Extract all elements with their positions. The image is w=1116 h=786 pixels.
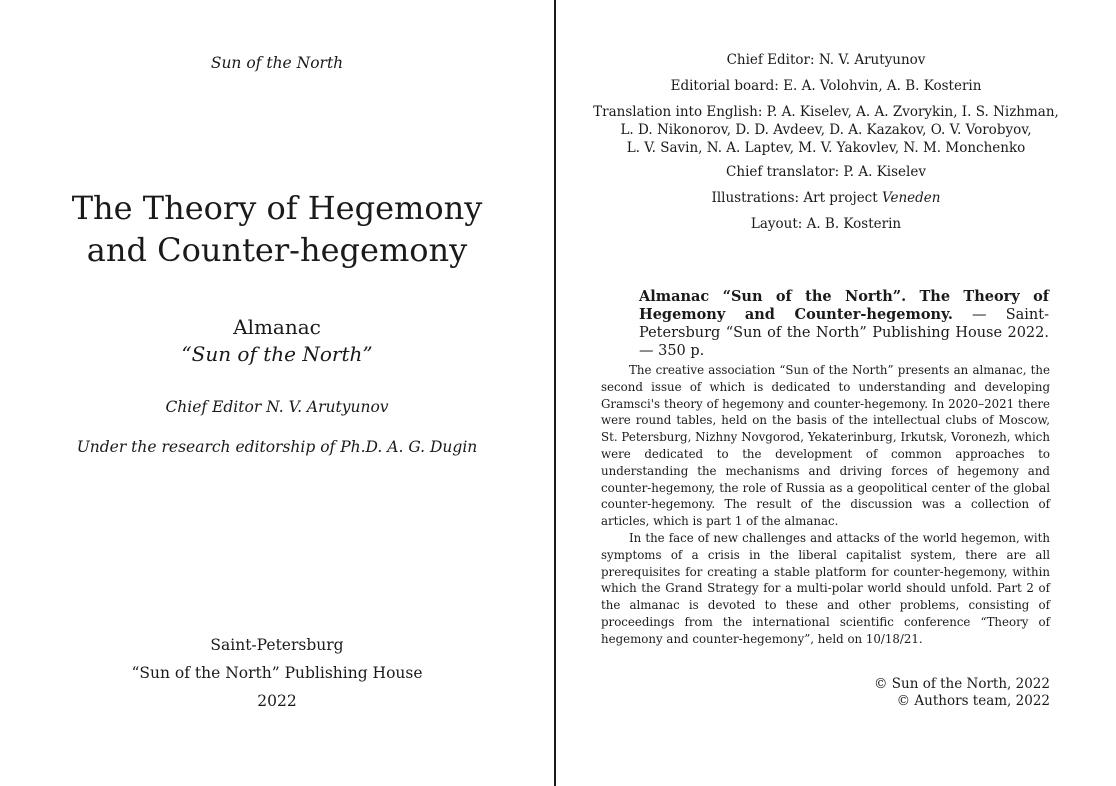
title-page xyxy=(0,0,554,786)
abstract-paragraph-2: In the face of new challenges and attacks of the world hegemon, with symptoms of a crisis in the liberal capitalist system, there are all prerequisites for creating a stable platform for counter-hegemony, within which the Grand Strategy for a multi-polar world should unfold. Part 2 of the almanac is devoted to these and other problems, consisting of proceedings from the international scientific conference “Theory of hegemony and counter-hegemony”, held on 10/18/21. xyxy=(601,530,1050,646)
book-title xyxy=(0,187,554,271)
publication-city: Saint-Petersburg xyxy=(210,636,344,654)
chief-translator-credit: Chief translator: P. A. Kiselev xyxy=(726,164,926,180)
title-line-1: The Theory of Hegemony xyxy=(71,189,483,227)
almanac-label: Almanac xyxy=(233,315,321,339)
biblio-title: Almanac “Sun of the North”. The Theory of Hegemony and Counter-hegemony. xyxy=(639,288,1049,323)
translation-credit xyxy=(556,103,1096,157)
translation-line-3: L. V. Savin, N. A. Laptev, M. V. Yakovlev, N. M. Monchenko xyxy=(626,140,1026,156)
chief-editor-line: Chief Editor N. V. Arutyunov xyxy=(165,398,389,416)
illustrations-project-name: Veneden xyxy=(881,190,941,206)
copyright-line-1: © Sun of the North, 2022 xyxy=(874,676,1050,692)
title-line-2: and Counter-hegemony xyxy=(86,231,468,269)
abstract xyxy=(601,362,1050,648)
publisher-name: “Sun of the North” Publishing House xyxy=(131,664,423,682)
publication-year: 2022 xyxy=(257,692,297,710)
illustrations-credit xyxy=(556,189,1096,207)
imprint-page xyxy=(556,0,1116,786)
bibliographic-description xyxy=(639,288,1049,360)
series-name: Sun of the North xyxy=(210,54,344,72)
chief-editor-credit: Chief Editor: N. V. Arutyunov xyxy=(726,52,926,68)
abstract-paragraph-1: The creative association “Sun of the North” presents an almanac, the second issue of which is dedicated to understanding and developing Gramsci's theory of hegemony and counter-hegemony. In 2020–2021 there were round tables, held on the basis of the intellectual clubs of Moscow, St. Petersburg, Nizhny Novgorod, Yekaterinburg, Irkutsk, Voronezh, which were dedicated to the development of common approaches to understanding the mechanisms and driving forces of hegemony and counter-hegemony, the role of Russia as a geopolitical center of the global counter-hegemony. The result of the discussion was a collection of articles, which is part 1 of the almanac. xyxy=(601,363,1050,529)
editorial-board-credit: Editorial board: E. A. Volohvin, A. B. Kosterin xyxy=(670,78,982,94)
almanac-name: “Sun of the North” xyxy=(181,342,373,366)
translation-line-1: Translation into English: P. A. Kiselev, A. A. Zvorykin, I. S. Nizhman, xyxy=(593,104,1059,120)
research-editorship-line: Under the research editorship of Ph.D. A. G. Dugin xyxy=(76,438,478,456)
credits-block xyxy=(556,51,1096,241)
translation-line-2: L. D. Nikonorov, D. D. Avdeev, D. A. Kazakov, O. V. Vorobyov, xyxy=(620,122,1032,138)
layout-credit: Layout: A. B. Kosterin xyxy=(750,216,902,232)
copyright-line-2: © Authors team, 2022 xyxy=(896,693,1050,709)
illustrations-prefix: Illustrations: Art project xyxy=(711,190,882,206)
biblio-details: — Saint-Petersburg “Sun of the North” Publishing House 2022. — 350 p. xyxy=(639,307,1049,359)
copyright-block xyxy=(874,676,1050,710)
